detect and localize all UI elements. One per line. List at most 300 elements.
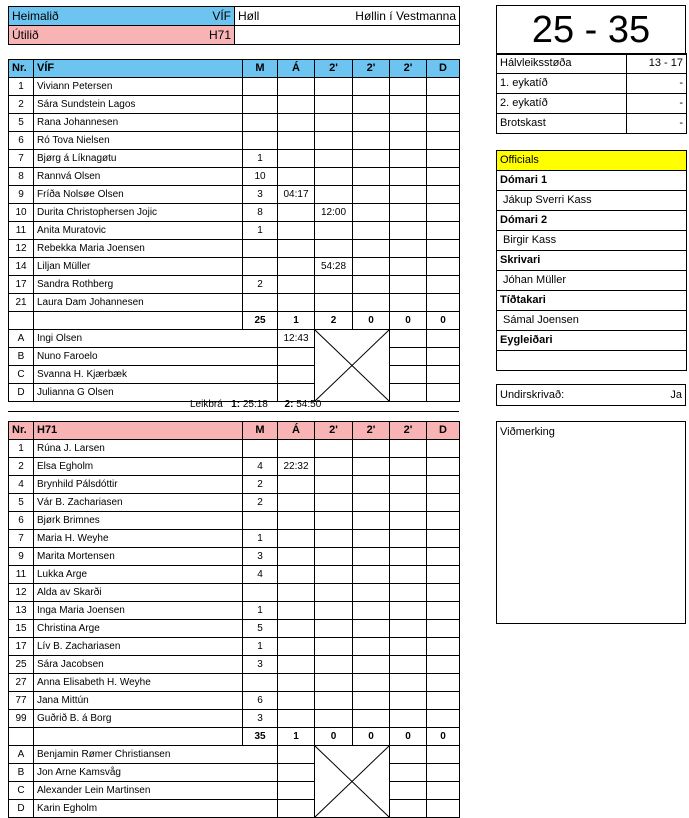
player-warning xyxy=(278,638,315,656)
player-goals: 1 xyxy=(243,222,278,240)
extra-time2-label: 2. eykatíð xyxy=(497,94,627,114)
total-warnings: 1 xyxy=(278,312,315,330)
player-suspension3 xyxy=(390,186,427,204)
nr-header: Nr. xyxy=(9,60,34,78)
halftime-score: 13 - 17 xyxy=(627,54,687,74)
player-suspension2 xyxy=(353,240,390,258)
player-disqualification xyxy=(427,204,460,222)
official-warning xyxy=(278,782,315,800)
player-disqualification xyxy=(427,168,460,186)
player-disqualification xyxy=(427,692,460,710)
player-number: 27 xyxy=(9,674,34,692)
total-disqualifications: 0 xyxy=(427,728,460,746)
player-row xyxy=(9,602,460,620)
referee1-name: Jákup Sverri Kass xyxy=(497,191,687,211)
official-blank xyxy=(390,764,427,782)
player-suspension3 xyxy=(390,222,427,240)
player-number: 5 xyxy=(9,114,34,132)
official-code: D xyxy=(9,384,34,402)
col-goals-header: M xyxy=(243,60,278,78)
officials-header: Officials xyxy=(497,151,687,171)
player-suspension1 xyxy=(315,186,353,204)
player-warning xyxy=(278,168,315,186)
player-suspension2 xyxy=(353,512,390,530)
player-suspension3 xyxy=(390,204,427,222)
player-disqualification xyxy=(427,440,460,458)
player-suspension1: 12:00 xyxy=(315,204,353,222)
player-row xyxy=(9,168,460,186)
player-row xyxy=(9,132,460,150)
official-code: C xyxy=(9,782,34,800)
player-name: Viviann Petersen xyxy=(34,78,243,96)
player-disqualification xyxy=(427,78,460,96)
official-blank xyxy=(390,366,427,384)
player-row xyxy=(9,512,460,530)
player-name: Inga Maria Joensen xyxy=(34,602,243,620)
player-goals: 3 xyxy=(243,548,278,566)
player-goals: 3 xyxy=(243,186,278,204)
team-name-header: H71 xyxy=(34,422,243,440)
player-warning xyxy=(278,620,315,638)
player-suspension1 xyxy=(315,638,353,656)
player-suspension3 xyxy=(390,638,427,656)
player-disqualification xyxy=(427,132,460,150)
player-suspension1 xyxy=(315,512,353,530)
official-blank xyxy=(390,800,427,818)
player-suspension2 xyxy=(353,150,390,168)
official-blank xyxy=(427,366,460,384)
player-goals: 2 xyxy=(243,494,278,512)
official-name: Svanna H. Kjærbæk xyxy=(34,366,278,384)
player-disqualification xyxy=(427,222,460,240)
nr-header: Nr. xyxy=(9,422,34,440)
venue-cell xyxy=(235,7,460,26)
player-row xyxy=(9,692,460,710)
player-disqualification xyxy=(427,294,460,312)
player-name: Sandra Rothberg xyxy=(34,276,243,294)
home-label: Heimalið xyxy=(12,9,59,23)
player-goals: 2 xyxy=(243,476,278,494)
player-name: Brynhild Pálsdóttir xyxy=(34,476,243,494)
player-goals xyxy=(243,258,278,276)
player-row xyxy=(9,494,460,512)
player-suspension3 xyxy=(390,440,427,458)
player-warning xyxy=(278,566,315,584)
player-goals: 5 xyxy=(243,620,278,638)
total-suspension1: 0 xyxy=(315,728,353,746)
team-official-row xyxy=(9,746,460,764)
player-suspension2 xyxy=(353,276,390,294)
player-goals: 3 xyxy=(243,710,278,728)
player-number: 7 xyxy=(9,530,34,548)
player-suspension2 xyxy=(353,620,390,638)
player-suspension2 xyxy=(353,638,390,656)
home-team-name: VÍF xyxy=(212,9,231,23)
player-row xyxy=(9,548,460,566)
signed-label: Undirskrivað: xyxy=(500,389,565,401)
official-code: A xyxy=(9,746,34,764)
player-name: Durita Christophersen Jojic xyxy=(34,204,243,222)
total-disqualifications: 0 xyxy=(427,312,460,330)
player-goals xyxy=(243,240,278,258)
player-goals xyxy=(243,512,278,530)
player-suspension3 xyxy=(390,620,427,638)
player-number: 15 xyxy=(9,620,34,638)
timekeeper-name: Sámal Joensen xyxy=(497,311,687,331)
official-blank xyxy=(427,384,460,402)
player-disqualification xyxy=(427,476,460,494)
player-suspension1 xyxy=(315,602,353,620)
total-goals: 25 xyxy=(243,312,278,330)
player-suspension3 xyxy=(390,548,427,566)
player-disqualification xyxy=(427,530,460,548)
total-suspension2: 0 xyxy=(353,312,390,330)
timekeeper-label: Tíðtakari xyxy=(497,291,687,311)
col-suspension3-header: 2' xyxy=(390,60,427,78)
referee1-label: Dómari 1 xyxy=(497,171,687,191)
player-number: 14 xyxy=(9,258,34,276)
timeout1-label: 1: xyxy=(231,399,241,410)
player-warning xyxy=(278,276,315,294)
player-name: Sára Jacobsen xyxy=(34,656,243,674)
player-warning xyxy=(278,548,315,566)
player-warning: 22:32 xyxy=(278,458,315,476)
player-suspension2 xyxy=(353,204,390,222)
player-suspension1 xyxy=(315,222,353,240)
player-warning xyxy=(278,150,315,168)
player-number: 8 xyxy=(9,168,34,186)
player-goals: 8 xyxy=(243,204,278,222)
official-warning xyxy=(278,800,315,818)
player-warning xyxy=(278,584,315,602)
player-goals: 4 xyxy=(243,566,278,584)
player-goals xyxy=(243,584,278,602)
player-warning xyxy=(278,602,315,620)
player-goals xyxy=(243,114,278,132)
away-totals-row xyxy=(9,728,460,746)
player-suspension1 xyxy=(315,440,353,458)
player-suspension2 xyxy=(353,458,390,476)
player-goals: 10 xyxy=(243,168,278,186)
player-disqualification xyxy=(427,548,460,566)
player-disqualification xyxy=(427,186,460,204)
cross-mark-icon xyxy=(315,746,389,817)
player-suspension1 xyxy=(315,476,353,494)
player-disqualification xyxy=(427,114,460,132)
player-suspension2 xyxy=(353,96,390,114)
player-suspension2 xyxy=(353,186,390,204)
player-suspension3 xyxy=(390,602,427,620)
player-name: Rúna J. Larsen xyxy=(34,440,243,458)
player-warning xyxy=(278,674,315,692)
totals-blank xyxy=(9,312,34,330)
player-number: 9 xyxy=(9,548,34,566)
referee2-label: Dómari 2 xyxy=(497,211,687,231)
player-number: 11 xyxy=(9,566,34,584)
player-suspension1 xyxy=(315,168,353,186)
player-number: 13 xyxy=(9,602,34,620)
team-official-row xyxy=(9,330,460,348)
player-number: 9 xyxy=(9,186,34,204)
col-suspension1-header: 2' xyxy=(315,422,353,440)
player-name: Ró Tova Nielsen xyxy=(34,132,243,150)
player-warning xyxy=(278,656,315,674)
team-official-row xyxy=(9,764,460,782)
player-number: 1 xyxy=(9,78,34,96)
player-row xyxy=(9,674,460,692)
team-name-header: VÍF xyxy=(34,60,243,78)
player-suspension3 xyxy=(390,584,427,602)
player-warning xyxy=(278,476,315,494)
player-number: 25 xyxy=(9,656,34,674)
official-warning: 12:43 xyxy=(278,330,315,348)
col-disqualification-header: D xyxy=(427,60,460,78)
col-disqualification-header: D xyxy=(427,422,460,440)
away-label: Útilið xyxy=(12,28,39,42)
player-suspension1 xyxy=(315,584,353,602)
player-suspension3 xyxy=(390,276,427,294)
player-suspension1 xyxy=(315,494,353,512)
player-row xyxy=(9,276,460,294)
player-number: 10 xyxy=(9,204,34,222)
venue-label: Høll xyxy=(238,8,260,23)
team-official-row xyxy=(9,782,460,800)
player-goals: 6 xyxy=(243,692,278,710)
player-suspension1 xyxy=(315,692,353,710)
player-name: Christina Arge xyxy=(34,620,243,638)
player-warning xyxy=(278,258,315,276)
timeout2-value: 54:50 xyxy=(296,399,322,410)
player-row xyxy=(9,584,460,602)
player-goals: 3 xyxy=(243,656,278,674)
player-suspension3 xyxy=(390,476,427,494)
away-team-name: H71 xyxy=(208,28,231,42)
player-suspension1 xyxy=(315,150,353,168)
official-blank xyxy=(390,746,427,764)
totals-blank xyxy=(34,312,243,330)
timeout2-label: 2: xyxy=(284,399,294,410)
player-suspension2 xyxy=(353,548,390,566)
total-suspension3: 0 xyxy=(390,728,427,746)
player-goals: 1 xyxy=(243,150,278,168)
official-blank xyxy=(390,782,427,800)
player-suspension3 xyxy=(390,168,427,186)
totals-blank xyxy=(9,728,34,746)
home-team-cell xyxy=(9,7,235,26)
extra-time1-value: - xyxy=(627,74,687,94)
player-goals: 1 xyxy=(243,602,278,620)
player-suspension2 xyxy=(353,132,390,150)
player-warning xyxy=(278,294,315,312)
player-suspension1 xyxy=(315,240,353,258)
player-disqualification xyxy=(427,710,460,728)
official-blank xyxy=(427,764,460,782)
signed-value: Ja xyxy=(670,389,682,401)
official-blank xyxy=(390,384,427,402)
home-totals-row xyxy=(9,312,460,330)
player-suspension1 xyxy=(315,620,353,638)
away-team-cell xyxy=(9,26,235,45)
player-suspension3 xyxy=(390,710,427,728)
player-suspension1 xyxy=(315,458,353,476)
venue-name: Høllin í Vestmanna xyxy=(355,8,456,23)
player-warning xyxy=(278,494,315,512)
player-name: Lív B. Zachariasen xyxy=(34,638,243,656)
player-suspension3 xyxy=(390,566,427,584)
player-disqualification xyxy=(427,258,460,276)
player-suspension3 xyxy=(390,458,427,476)
scorer-name: Jóhan Müller xyxy=(497,271,687,291)
player-row xyxy=(9,638,460,656)
official-name: Nuno Faroelo xyxy=(34,348,278,366)
official-code: D xyxy=(9,800,34,818)
player-suspension1 xyxy=(315,78,353,96)
player-suspension2 xyxy=(353,476,390,494)
player-suspension1 xyxy=(315,294,353,312)
player-suspension2 xyxy=(353,440,390,458)
official-warning xyxy=(278,366,315,384)
player-disqualification xyxy=(427,150,460,168)
remarks-label: Viðmerking xyxy=(500,426,555,438)
player-warning xyxy=(278,222,315,240)
home-team-table xyxy=(8,59,460,402)
cross-mark-icon xyxy=(315,330,389,401)
player-suspension3 xyxy=(390,530,427,548)
referee2-name: Birgir Kass xyxy=(497,231,687,251)
official-blank xyxy=(427,746,460,764)
crossed-out-cell xyxy=(315,746,390,818)
col-suspension1-header: 2' xyxy=(315,60,353,78)
halftime-label: Hálvleiksstøða xyxy=(497,54,627,74)
player-row xyxy=(9,710,460,728)
player-suspension2 xyxy=(353,674,390,692)
player-disqualification xyxy=(427,240,460,258)
player-number: 21 xyxy=(9,294,34,312)
player-goals: 1 xyxy=(243,638,278,656)
timeout-label: Leikbrá xyxy=(190,399,223,410)
player-number: 12 xyxy=(9,240,34,258)
totals-blank xyxy=(34,728,243,746)
player-disqualification xyxy=(427,638,460,656)
player-goals xyxy=(243,96,278,114)
player-goals: 2 xyxy=(243,276,278,294)
player-row xyxy=(9,620,460,638)
player-name: Rana Johannesen xyxy=(34,114,243,132)
player-name: Fríða Nolsøe Olsen xyxy=(34,186,243,204)
player-row xyxy=(9,440,460,458)
player-row xyxy=(9,476,460,494)
official-name: Ingi Olsen xyxy=(34,330,278,348)
penalty-value: - xyxy=(627,114,687,134)
player-suspension3 xyxy=(390,512,427,530)
player-suspension1 xyxy=(315,96,353,114)
player-row xyxy=(9,656,460,674)
player-disqualification xyxy=(427,674,460,692)
player-disqualification xyxy=(427,656,460,674)
away-team-table xyxy=(8,421,460,818)
player-number: 99 xyxy=(9,710,34,728)
player-suspension3 xyxy=(390,96,427,114)
scorer-label: Skrivari xyxy=(497,251,687,271)
player-suspension3 xyxy=(390,294,427,312)
team-official-row xyxy=(9,366,460,384)
score-box xyxy=(496,5,686,55)
player-warning xyxy=(278,78,315,96)
player-disqualification xyxy=(427,458,460,476)
away-header-row xyxy=(9,422,460,440)
player-goals xyxy=(243,674,278,692)
penalty-row xyxy=(497,114,687,134)
player-suspension2 xyxy=(353,602,390,620)
total-suspension3: 0 xyxy=(390,312,427,330)
crossed-out-cell xyxy=(315,330,390,402)
timeout1-value: 25:18 xyxy=(242,399,268,410)
official-warning xyxy=(278,348,315,366)
player-warning xyxy=(278,692,315,710)
player-name: Sára Sundstein Lagos xyxy=(34,96,243,114)
home-timeouts xyxy=(190,399,321,410)
player-warning xyxy=(278,132,315,150)
official-blank xyxy=(390,330,427,348)
player-name: Marita Mortensen xyxy=(34,548,243,566)
player-name: Elsa Egholm xyxy=(34,458,243,476)
player-suspension1: 54:28 xyxy=(315,258,353,276)
player-suspension2 xyxy=(353,692,390,710)
total-goals: 35 xyxy=(243,728,278,746)
extra-time1-label: 1. eykatíð xyxy=(497,74,627,94)
col-warning-header: Á xyxy=(278,60,315,78)
player-row xyxy=(9,294,460,312)
col-suspension2-header: 2' xyxy=(353,60,390,78)
player-suspension3 xyxy=(390,656,427,674)
total-suspension2: 0 xyxy=(353,728,390,746)
official-warning xyxy=(278,746,315,764)
player-row xyxy=(9,458,460,476)
player-disqualification xyxy=(427,566,460,584)
separator-line xyxy=(8,411,459,412)
player-suspension1 xyxy=(315,530,353,548)
officials-panel xyxy=(496,150,687,371)
extra-time2-value: - xyxy=(627,94,687,114)
player-disqualification xyxy=(427,620,460,638)
player-row xyxy=(9,258,460,276)
player-suspension1 xyxy=(315,114,353,132)
col-suspension3-header: 2' xyxy=(390,422,427,440)
player-warning xyxy=(278,114,315,132)
official-name: Karin Egholm xyxy=(34,800,278,818)
player-name: Bjørk Brimnes xyxy=(34,512,243,530)
player-name: Maria H. Weyhe xyxy=(34,530,243,548)
player-goals xyxy=(243,294,278,312)
official-blank xyxy=(390,348,427,366)
player-number: 77 xyxy=(9,692,34,710)
player-suspension1 xyxy=(315,674,353,692)
player-warning xyxy=(278,512,315,530)
player-suspension2 xyxy=(353,258,390,276)
team-official-row xyxy=(9,348,460,366)
penalty-label: Brotskast xyxy=(497,114,627,134)
player-goals xyxy=(243,440,278,458)
player-goals: 1 xyxy=(243,530,278,548)
player-suspension2 xyxy=(353,222,390,240)
extra-time1-row xyxy=(497,74,687,94)
player-name: Liljan Müller xyxy=(34,258,243,276)
player-suspension1 xyxy=(315,710,353,728)
col-warning-header: Á xyxy=(278,422,315,440)
player-number: 17 xyxy=(9,276,34,294)
player-row xyxy=(9,96,460,114)
player-suspension2 xyxy=(353,566,390,584)
